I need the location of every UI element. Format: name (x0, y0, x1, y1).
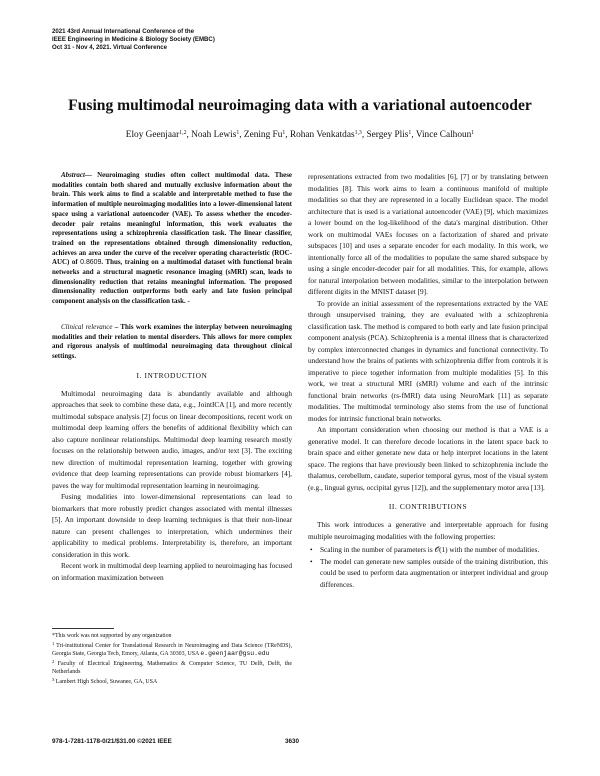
author-affiliation: 1,2 (179, 130, 187, 136)
footnote: $^1$ Tri-institutional Center for Translational Research in Neuroimaging and Data Science (TReNDS), Georgia State, Georgia Tech, Emory, Atlanta, GA 30303, USA e.geenjaar@gsu.edu (52, 641, 292, 658)
author-affiliation: 1,3 (354, 130, 362, 136)
footnotes (52, 632, 292, 687)
left-column (52, 171, 292, 583)
paragraph: Fusing modalities into lower-dimensional representations can lead to biomarkers that more robustly predict changes associated with mental illnesses [5]. An important downside to deep learning techniques is that their non-linear nature can present challenges to interpretation, which undermines their applicability to medical problems. Interpretability is, therefore, an important consideration in this work. (52, 492, 292, 559)
right-column (308, 171, 548, 590)
author-affiliation: 1 (408, 130, 412, 136)
footnote: $^2$ Faculty of Electrical Engineering, Mathematics & Computer Science, TU Delft, Delft, the Netherlands (52, 659, 292, 676)
paragraph: An important consideration when choosing our method is that a VAE is a generative model. It can therefore decode locations in the latent space back to brain space and either generate new data or help interpret locations in the latent space. The regions that have previously been linked to schizophrenia include the thalamus, cerebellum, caudate, superior temporal gyrus, most of the visual system (e.g., lingual gyrus, occipital gyrus [12]), and the supplementary motor area [13]. (308, 425, 548, 492)
abstract-auc-value: 0.8609 (80, 259, 102, 267)
paragraph: To provide an initial assessment of the representations extracted by the VAE through unsupervised training, they are evaluated with a schizophrenia classification task. The method is compared to both early and late fusion principal component analysis (PCA). Schizophrenia is a mental illness that is characterized by complex interconnected changes in dynamics and functional connectivity. To understand how the brains of patients with schizophrenia differ from controls it is imperative to piece together information from multiple modalities [5]. In this work, we treat a structural MRI (sMRI) volume and each of the intrinsic functional brain networks (rs-fMRI) data using NeuroMark [11] as separate modalities. The multimodal terminology also stems from the use of functional modes for intrinsic functional brain networks. (308, 298, 548, 423)
conference-header (52, 28, 352, 53)
author-affiliation: 1 (471, 130, 475, 136)
paper-title: Fusing multimodal neuroimaging data with a variational autoencoder (68, 97, 532, 114)
author-name: Zening Fu (243, 130, 283, 140)
author-name: Vince Calhoun (415, 130, 472, 140)
clinical-relevance-label: Clinical relevance (61, 322, 113, 331)
footnote-rule (52, 628, 114, 629)
author-list: Eloy Geenjaar$^{1,2}$, Noah Lewis$^1$, Zening Fu$^1$, Rohan Venkatdas$^{1,3}$, Sergey Plis$^1$, Vince Calhoun$^1$ (125, 130, 475, 140)
paragraph: representations extracted from two modalities [6], [7] or by translating between modalities [8]. This work aims to learn a continuous manifold of multiple modalities so that they are represented in a locally Euclidean space. The model architecture that is used is a variational autoencoder (VAE) [9], which maximizes a lower bound on the log-likelihood of the data's marginal distribution. Other work on multimodal VAEs focuses on a factorization of shared and private subspaces [10] and uses a separate encoder for each modality. In this work, we intentionally force all of the modalities to populate the same shared subspace by using a single encoder-decoder pair for all modalities. This, for example, allows for natural interpolation between modalities, similar to the interpolation between different digits in the MNIST dataset [9]. (308, 172, 548, 296)
section-heading-contributions: II. CONTRIBUTIONS (388, 502, 468, 511)
abstract-text: . Thus, training on a multimodal dataset with functional brain networks and a structural magnetic resonance imaging (sMRI) scan, leads to dimensionality reduction that retains meaningful information. The proposed dimensionality reduction outperforms both early and late fusion principal component analysis on the classification task. - (52, 258, 292, 306)
big-o-notation: 𝒪(1) (434, 545, 448, 554)
footnote: *This work was not supported by any organization (52, 633, 172, 639)
clinical-relevance (52, 323, 292, 362)
contribution-list (308, 544, 548, 590)
paragraph: Recent work in multimodal deep learning applied to neuroimaging has focused on information maximization between (52, 561, 292, 582)
paragraph: Multimodal neuroimaging data is abundantly available and although approaches that seek to combine these data, e.g., JointICA [1], and more recently multimodal subspace analysis [2] focus on linear decompositions, recent work on multimodal deep learning offers the benefits of additional flexibility which can also capture nonlinear relationships. Multimodal deep learning research mostly focuses on the relationship between audio, images, and/or text [3]. The exciting new direction of multimodal representation learning, together with growing evidence that deep learning representations can provide robust biomarkers [4], paves the way for multimodal representation learning in neuroimaging. (52, 388, 292, 490)
abstract: Abstract— Neuroimaging studies often collect multimodal data. These modalities contain both shared and mutually exclusive information about the brain. This work aims to find a scalable and interpretable method to fuse the information of multiple neuroimaging modalities into a lower-dimensional latent space using a variational autoencoder (VAE). To assess whether the encoder-decoder pair retains meaningful information, this work evaluates the representations using a schizophrenia classification task. The linear classifier, trained on the representations obtained through dimensionality reduction, achieves an area under the curve of the receiver operating characteristic (ROC-AUC) of 0.8609. Thus, training on a multimodal dataset with functional brain networks and a structural magnetic resonance imaging (sMRI) scan, leads to dimensionality reduction that retains meaningful information. The proposed dimensionality reduction outperforms both early and late fusion principal component analysis on the classification task. - (52, 171, 292, 306)
paragraph: This work introduces a generative and interpretable approach for fusing multiple neuroimaging modalities with the following properties: (308, 520, 548, 541)
abstract-text: Neuroimaging studies often collect multimodal data. These modalities contain both shared and mutually exclusive information about the brain. This work aims to find a scalable and interpretable method to fuse the information of multiple neuroimaging modalities into a lower-dimensional latent space using a variational autoencoder (VAE). To assess whether the encoder-decoder pair retains meaningful information, this work evaluates the representations using a schizophrenia classification task. The linear classifier, trained on the representations obtained through dimensionality reduction, achieves an area under the curve of the receiver operating characteristic (ROC-AUC) of (52, 171, 292, 267)
author-name: Eloy Geenjaar (125, 130, 180, 140)
page-number: 3630 (285, 738, 300, 745)
list-item: • The model can generate new samples outside of the training distribution, this could be used to perform data augmentation or interpret individual and group differences. (308, 556, 548, 591)
author-name: Sergey Plis (366, 130, 409, 140)
footer-isbn: 978-1-7281-1178-0/21/$31.00 ©2021 IEEE (52, 738, 172, 745)
author-email: e.geenjaar@gsu.edu (200, 650, 270, 658)
author-affiliation: 1 (236, 130, 240, 136)
author-name: Noah Lewis (191, 130, 237, 140)
author-name: Rohan Venkatdas (289, 130, 355, 140)
list-item: • Scaling in the number of parameters is 𝒪(1) with the number of modalities. (308, 544, 548, 556)
clinical-relevance-text: – This work examines the interplay between neuroimaging modalities and their relation to mental disorders. This allows for more complex and rigorous analysis of multimodal neuroimaging data throughout clinical settings. (52, 322, 292, 360)
conference-line: 2021 43rd Annual International Conference of the (52, 28, 194, 35)
footnote: $^3$ Lambert High School, Suwanee, GA, USA (52, 677, 158, 686)
section-heading-introduction: I. INTRODUCTION (136, 370, 208, 380)
conference-line: IEEE Engineering in Medicine & Biology Society (EMBC) (52, 36, 215, 44)
abstract-label: Abstract (61, 171, 85, 179)
conference-line: Oct 31 - Nov 4, 2021. Virtual Conference (52, 44, 168, 52)
author-affiliation: 1 (282, 130, 286, 136)
